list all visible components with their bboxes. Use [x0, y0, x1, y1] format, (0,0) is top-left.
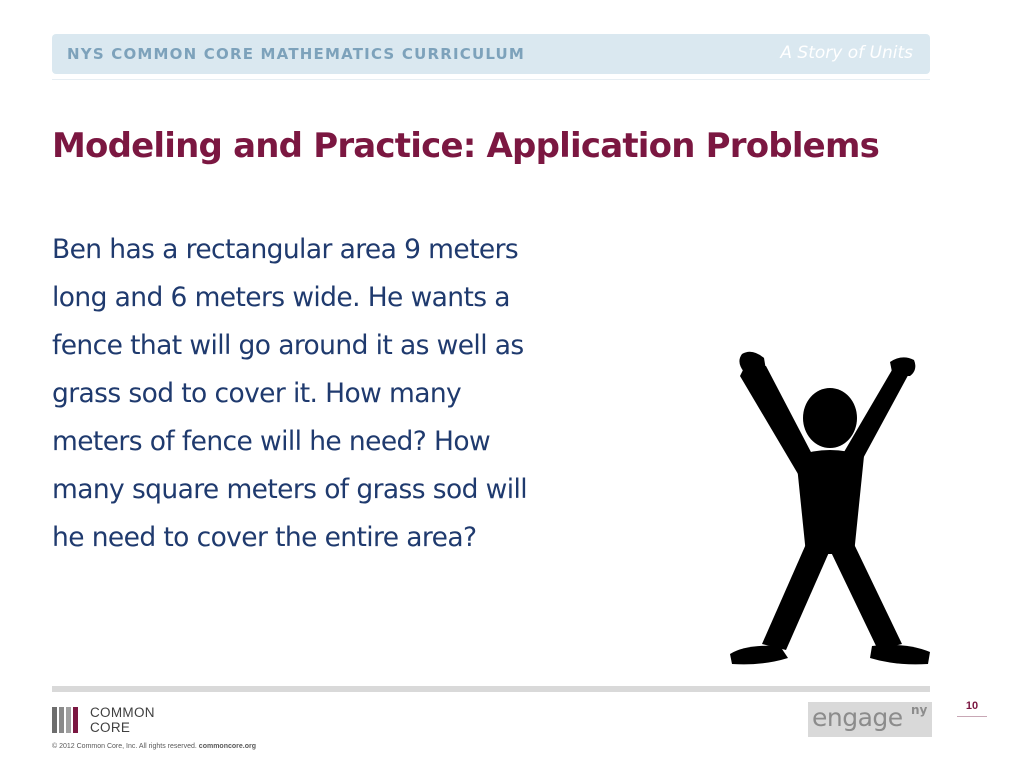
copyright-link[interactable]: commoncore.org	[198, 743, 256, 750]
copyright-text: © 2012 Common Core, Inc. All rights reserved.	[52, 743, 197, 750]
engage-superscript: ny	[911, 703, 928, 717]
engage-wordmark: engage	[812, 703, 903, 732]
problem-line: long and 6 meters wide. He wants a	[52, 282, 510, 313]
page-number: 10	[965, 700, 979, 712]
header-bar	[52, 34, 930, 74]
curriculum-label: NYS COMMON CORE MATHEMATICS CURRICULUM	[67, 45, 526, 63]
problem-line: fence that will go around it as well as	[52, 330, 524, 361]
problem-line: many square meters of grass sod will	[52, 474, 527, 505]
logo-line-1: COMMON	[90, 705, 155, 720]
problem-line: meters of fence will he need? How	[52, 426, 491, 457]
problem-text	[52, 226, 672, 562]
page-number-underline	[957, 716, 987, 717]
common-core-logo	[52, 705, 192, 737]
copyright-notice	[52, 743, 256, 750]
common-core-books-icon	[52, 707, 84, 733]
common-core-wordmark	[90, 705, 155, 735]
problem-line: grass sod to cover it. How many	[52, 378, 462, 409]
logo-line-2: CORE	[90, 720, 131, 735]
header-divider	[52, 79, 930, 80]
person-arms-raised-icon	[726, 344, 934, 670]
footer-divider	[52, 686, 930, 692]
slide-title: Modeling and Practice: Application Problems	[52, 126, 880, 166]
problem-line: Ben has a rectangular area 9 meters	[52, 234, 519, 265]
engage-ny-logo	[808, 702, 932, 737]
series-label: A Story of Units	[780, 43, 913, 63]
problem-line: he need to cover the entire area?	[52, 522, 477, 553]
